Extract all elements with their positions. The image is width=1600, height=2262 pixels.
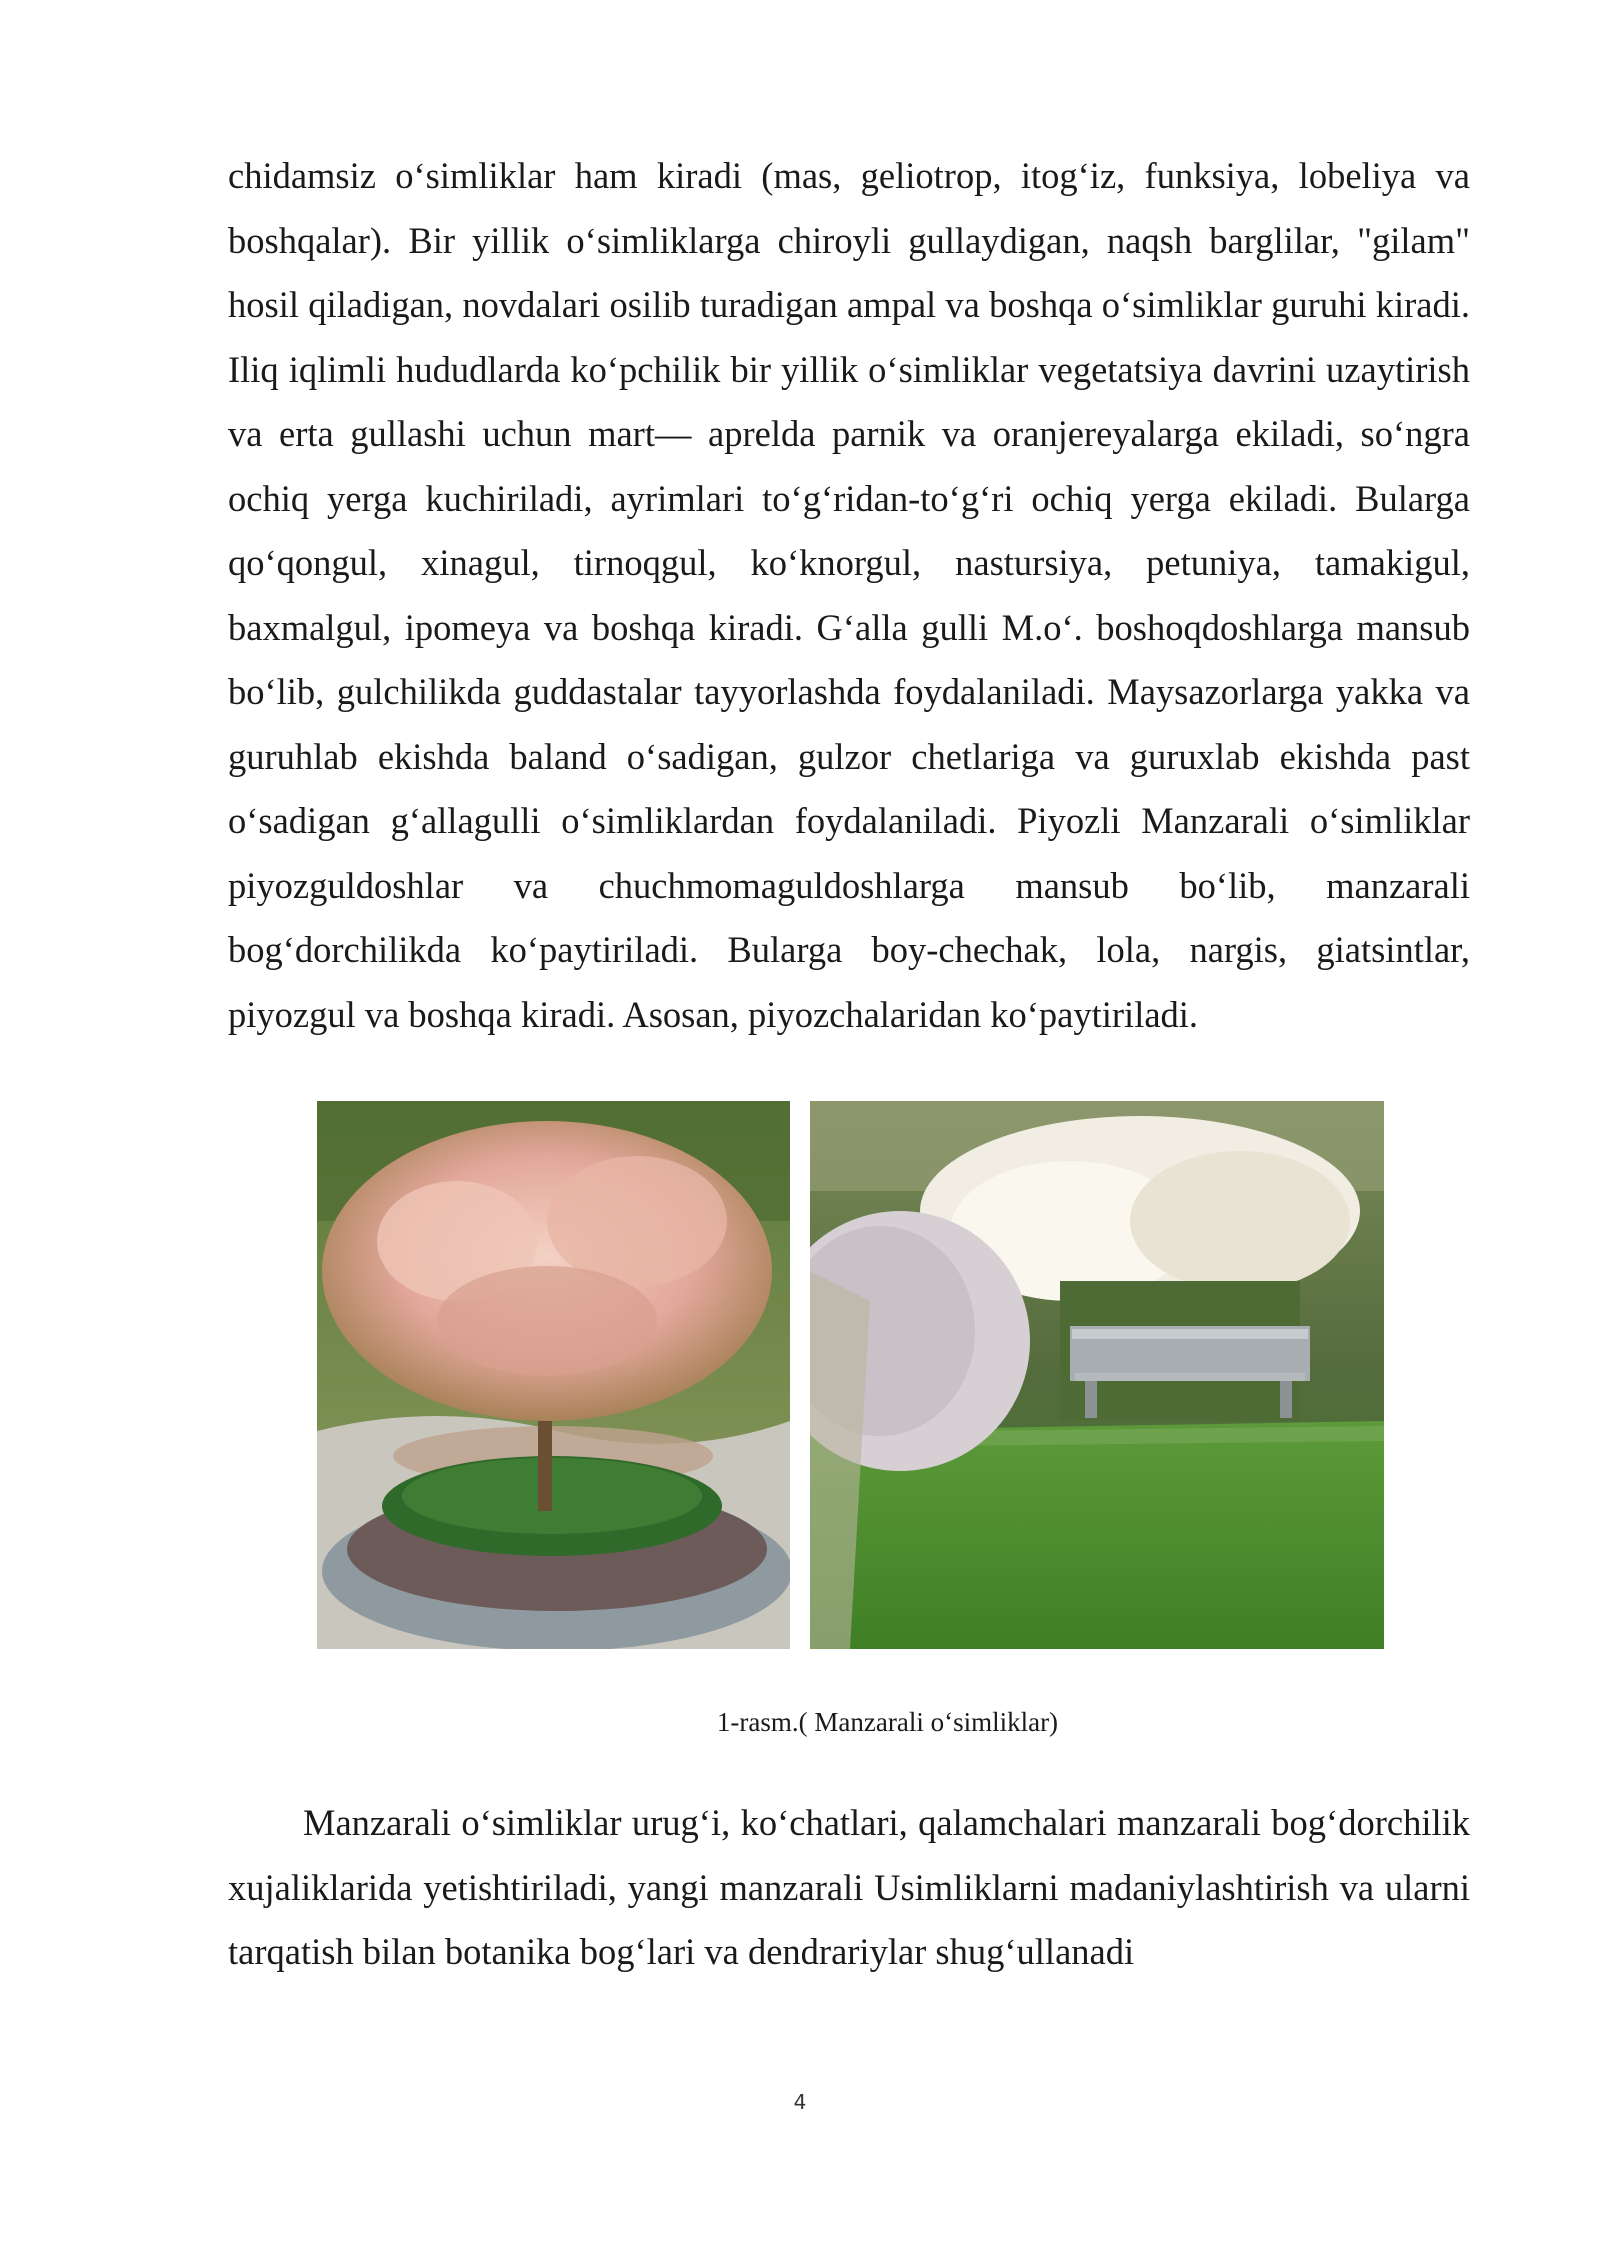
body-paragraph-2: Manzarali o‘simliklar urug‘i, ko‘chatlari, qalamchalari manzarali bog‘dorchilik xujaliklarida yetishtiriladi, yangi manzarali Usimliklarni madaniylashtirish va ularni tarqatish bilan botanika bog‘lari va dendrariylar shug‘ullanadi — [228, 1802, 1470, 1972]
figure — [317, 1101, 1384, 1649]
pampas-grass-bench-photo — [810, 1101, 1384, 1649]
body-paragraph-1: chidamsiz o‘simliklar ham kiradi (mas, geliotrop, itog‘iz, funksiya, lobeliya va boshqalar). Bir yillik o‘simliklarga chiroyli gullaydigan, naqsh barglilar, "gilam" hosil qiladigan, novdalari osilib turadigan ampal va boshqa o‘simliklar guruhi kiradi. Iliq iqlimli hududlarda ko‘pchilik bir yillik o‘simliklar vegetatsiya davrini uzaytirish va erta gullashi uchun mart— aprelda parnik va oranjereyalarga ekiladi, so‘ngra ochiq yerga kuchiriladi, ayrimlari to‘g‘ridan-to‘g‘ri ochiq yerga ekiladi. Bularga qo‘qongul, xinagul, tirnoqgul, ko‘knorgul, nastursiya, petuniya, tamakigul, baxmalgul, ipomeya va boshqa kiradi. G‘alla gulli M.o‘. boshoqdoshlarga mansub bo‘lib, gulchilikda guddastalar tayyorlashda foydalaniladi. Maysazorlarga yakka va guruhlab ekishda baland o‘sadigan, gulzor chetlariga va guruxlab ekishda past o‘sadigan g‘allagulli o‘simliklardan foydalaniladi. Piyozli Manzarali o‘simliklar piyozguldoshlar va chuchmomaguldoshlarga mansub bo‘lib, manzarali bog‘dorchilikda ko‘paytiriladi. Bularga boy-chechak, lola, nargis, giatsintlar, piyozgul va boshqa kiradi. Asosan, piyozchalaridan ko‘paytiriladi. — [228, 155, 1470, 1035]
flowering-tree-photo — [317, 1101, 790, 1649]
page-number: 4 — [793, 2090, 807, 2114]
figure-caption: 1-rasm.( Manzarali o‘simliklar) — [716, 1707, 1059, 1737]
